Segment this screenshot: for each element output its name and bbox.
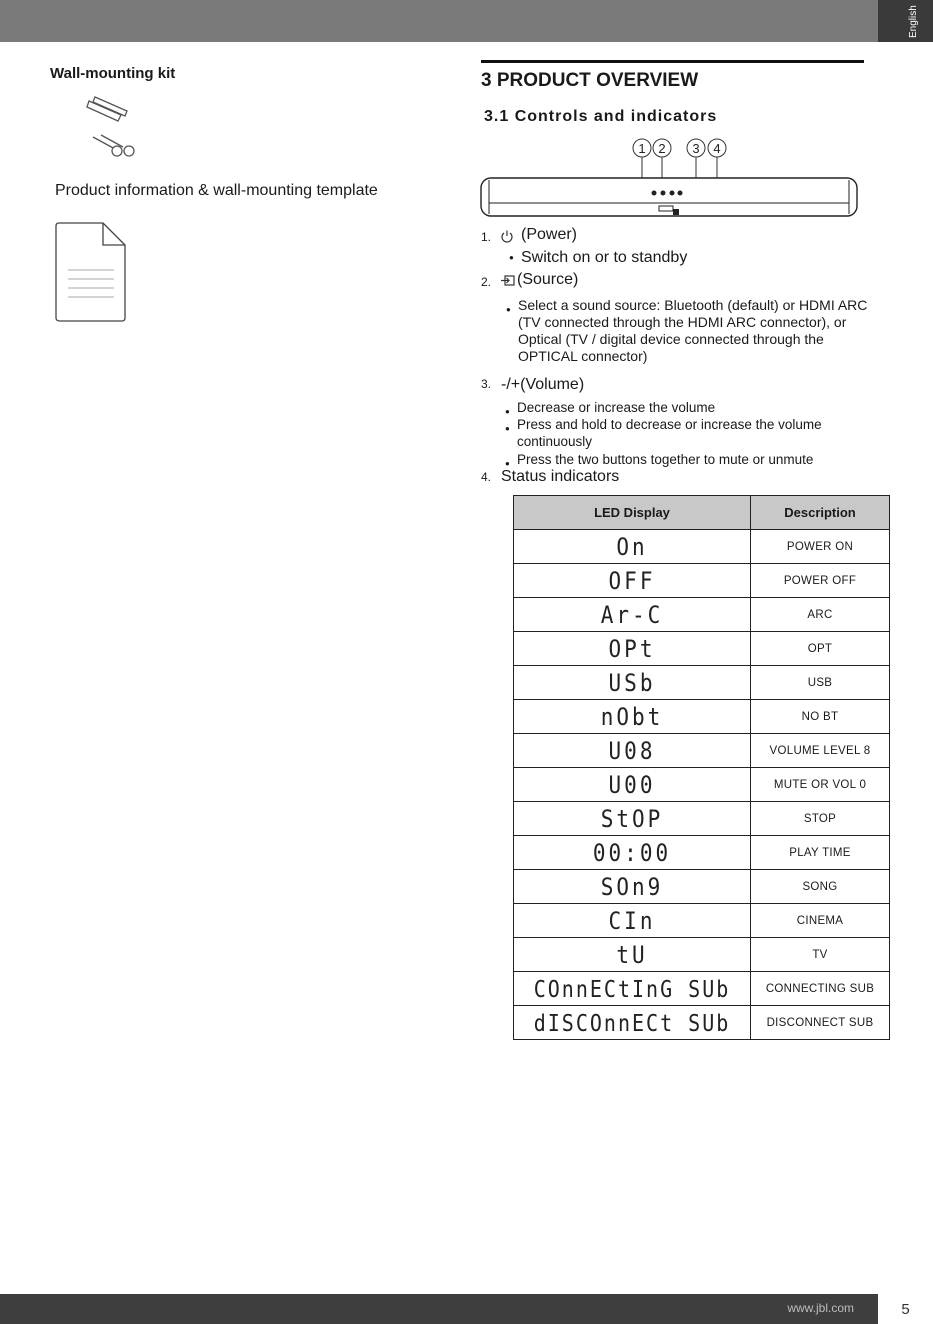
led-value: SOn9 (600, 872, 664, 901)
header-bar (0, 0, 878, 42)
led-desc: SONG (751, 870, 890, 904)
led-value: tU (616, 940, 648, 969)
table-row (514, 1006, 890, 1040)
col-description: Description (751, 496, 890, 530)
screw-head-icon (112, 146, 122, 156)
led-value: OFF (608, 566, 656, 595)
led-value: COnnECtInG SUb (533, 974, 731, 1003)
item-number: 3. (481, 377, 492, 391)
source-label: (Source) (517, 271, 579, 288)
led-desc: DISCONNECT SUB (751, 1006, 890, 1040)
led-desc: POWER OFF (751, 564, 890, 598)
led-desc: ARC (751, 598, 890, 632)
volume-bullet: ● Press and hold to decrease or increase the volume (517, 416, 822, 433)
led-value: StOP (600, 804, 664, 833)
power-label: (Power) (521, 226, 578, 243)
table-row (514, 904, 890, 938)
source-icon (500, 274, 516, 288)
led-desc: TV (751, 938, 890, 972)
led-desc: CINEMA (751, 904, 890, 938)
led-desc: NO BT (751, 700, 890, 734)
volume-bullet: ● Press the two buttons together to mute or unmute (517, 451, 813, 468)
table-row (514, 972, 890, 1006)
led-value: CIn (608, 906, 656, 935)
volume-label: -/+(Volume) (501, 376, 585, 393)
power-icon (500, 229, 514, 243)
volume-bullet-cont: continuously (517, 434, 593, 449)
source-bullet-line: (TV connected through the HDMI ARC connector), or (518, 314, 847, 330)
table-row (514, 632, 890, 666)
table-row (514, 666, 890, 700)
led-desc: VOLUME LEVEL 8 (751, 734, 890, 768)
volume-button-dot (670, 191, 675, 196)
document-icon (55, 222, 127, 323)
product-info-title: Product information & wall-mounting template (55, 182, 378, 199)
source-bullet-line: ● Select a sound source: Bluetooth (default) or HDMI ARC (518, 297, 867, 314)
table-row (514, 700, 890, 734)
table-row (514, 938, 890, 972)
col-led-display: LED Display (514, 496, 751, 530)
screw-head-icon (124, 146, 134, 156)
item-number: 2. (481, 275, 492, 289)
table-row (514, 598, 890, 632)
power-button-dot (652, 191, 657, 196)
led-value: 00:00 (592, 838, 672, 867)
table-header-row (514, 496, 890, 530)
section-title: 3 PRODUCT OVERVIEW (481, 70, 699, 91)
item-number: 4. (481, 470, 492, 484)
table-row (514, 836, 890, 870)
led-desc: PLAY TIME (751, 836, 890, 870)
callout-4: 4 (713, 141, 721, 156)
callout-2: 2 (658, 141, 666, 156)
volume-button-dot (678, 191, 683, 196)
language-label: English (908, 5, 919, 38)
led-value: nObt (600, 702, 664, 731)
wall-kit-title: Wall-mounting kit (50, 65, 176, 82)
status-display (659, 206, 673, 211)
table-row (514, 802, 890, 836)
footer-url[interactable]: www.jbl.com (787, 1301, 854, 1315)
led-value: On (616, 532, 648, 561)
language-tab[interactable] (878, 0, 933, 42)
volume-bullet: ● Decrease or increase the volume (517, 399, 715, 416)
subsection-title: 3.1 Controls and indicators (484, 108, 718, 125)
item-number: 1. (481, 230, 492, 244)
table-row (514, 870, 890, 904)
led-desc: POWER ON (751, 530, 890, 564)
led-value: OPt (608, 634, 656, 663)
power-bullet: ● Switch on or to standby (521, 249, 687, 267)
led-value: Ar-C (600, 600, 664, 629)
led-table (513, 495, 890, 1040)
table-row (514, 564, 890, 598)
table-row (514, 734, 890, 768)
callout-3: 3 (692, 141, 700, 156)
led-value: U00 (608, 770, 656, 799)
led-value: USb (608, 668, 656, 697)
led-desc: CONNECTING SUB (751, 972, 890, 1006)
footer-bar (0, 1294, 878, 1324)
table-row (514, 768, 890, 802)
led-desc: STOP (751, 802, 890, 836)
led-value: dISCOnnECt SUb (533, 1008, 731, 1037)
table-row (514, 530, 890, 564)
led-desc: USB (751, 666, 890, 700)
callout-1: 1 (638, 141, 646, 156)
screws-illustration (85, 95, 140, 165)
section-rule (481, 60, 864, 63)
source-bullet-line: OPTICAL connector) (518, 348, 648, 364)
page-number: 5 (878, 1294, 933, 1324)
source-button-dot (661, 191, 666, 196)
led-value: U08 (608, 736, 656, 765)
source-bullet-line: Optical (TV / digital device connected through the (518, 331, 824, 347)
led-desc: MUTE OR VOL 0 (751, 768, 890, 802)
status-label: Status indicators (501, 468, 620, 485)
soundbar-diagram (479, 136, 861, 222)
led-desc: OPT (751, 632, 890, 666)
